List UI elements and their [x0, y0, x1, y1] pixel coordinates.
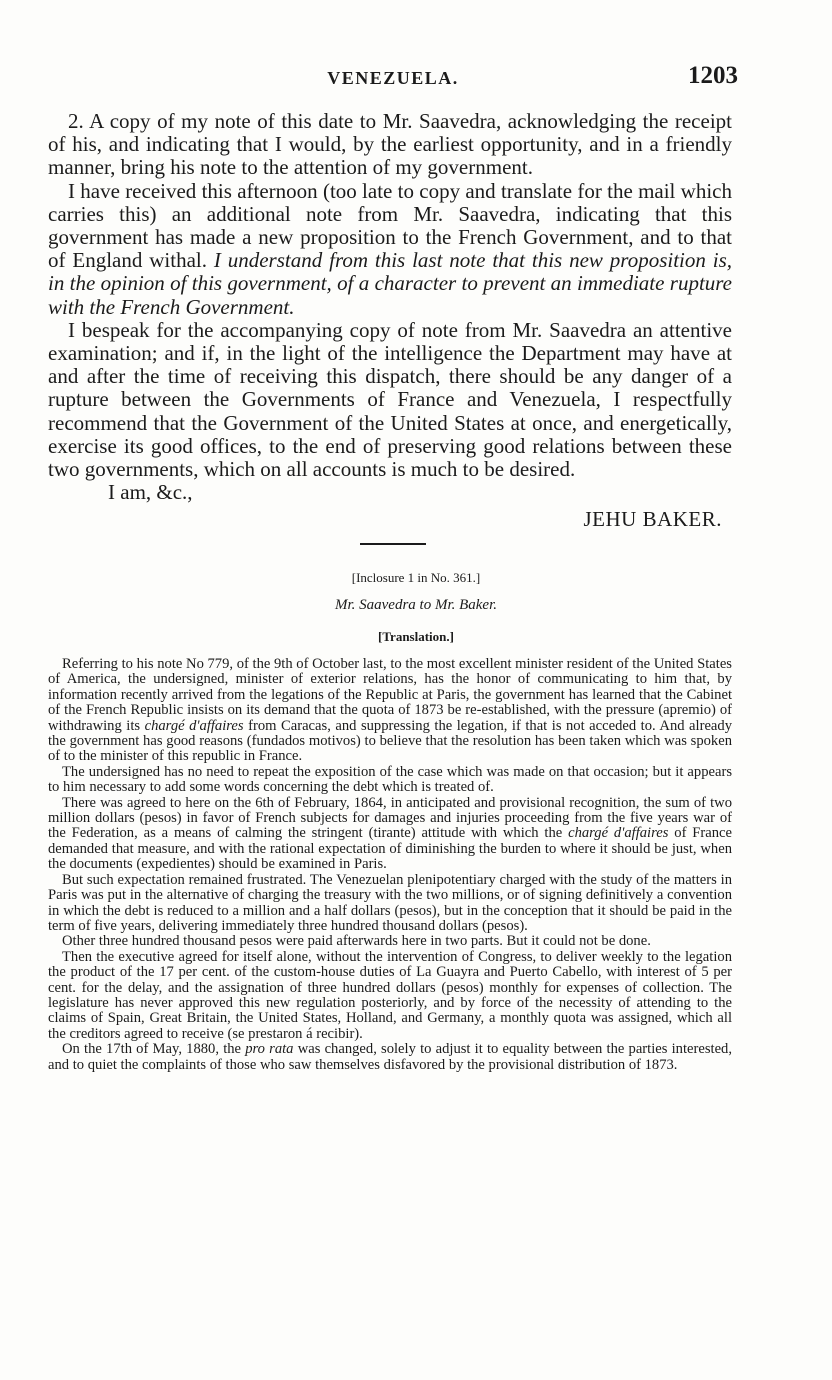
inclosure-label: [Inclosure 1 in No. 361.]: [351, 570, 481, 585]
page-number: 1203: [688, 62, 738, 89]
enclosure-text: There was agreed to here on the 6th of February, 1864, in anticipated and provisional recognition, the sum of two million dollars (pesos) in favor of French subjects for damages and injuries proceeding from the five years war of the Federation, as a means of calming the stringent (tirante) attitude with which the: [48, 794, 732, 842]
italic-term: pro rata: [245, 1041, 294, 1058]
letter-closing: I am, &c.,: [108, 480, 193, 505]
signature: JEHU BAKER.: [583, 507, 722, 532]
running-head: VENEZUELA.: [327, 68, 459, 88]
italic-term: chargé d'affaires: [144, 717, 244, 734]
letter-body: [48, 110, 732, 532]
enclosure-body: [48, 657, 732, 1073]
enclosure-paragraph: But such expectation remained frustrated. The Venezuelan plenipotentiary charged with the study of the matters in Paris was put in the alternative of charging the treasury with the two millions, or of signing definitively a convention in which the debt is reduced to a million and a half dollars (pesos), but in the conception that it should be paid in the term of five years, delivering immediately three hundred thousand dollars (pesos).: [48, 871, 732, 934]
enclosure-paragraph: The undersigned has no need to repeat the exposition of the case which was made on that occasion; but it appears to him necessary to add some words concerning the debt which is treated of.: [48, 763, 732, 796]
letter-paragraph: 2. A copy of my note of this date to Mr. Saavedra, acknowledging the receipt of his, and indicating that I would, by the earliest opportunity, and in a friendly manner, bring his note to the attention of my government.: [48, 109, 732, 180]
section-divider: [360, 543, 426, 545]
enclosure-paragraph: [48, 1042, 732, 1073]
letter-paragraph-text: I have received this afternoon (too late to copy and translate for the mail which carries this) an additional note from Mr. Saavedra, indicating that this government has made a new proposition to the French Government, and to that of England withal.: [48, 178, 732, 273]
page-header: [48, 62, 738, 96]
enclosure-text: of France demanded that measure, and with the rational expectation of diminishing the burden to where it should be just, when the documents (expedientes) should be examined in Paris.: [48, 825, 732, 873]
enclosure-text: Referring to his note No 779, of the 9th of October last, to the most excellent minister resident of the United States of America, the undersigned, minister of exterior relations, has the honor of communicating to him that, by information recently arrived from the legations of the Republic at Paris, the government has learned that the Cabinet of the French Republic insists on its demand that the quota of 1873 be re-established, with the pressure (apremio) of withdrawing its: [48, 656, 732, 734]
letter-paragraph: [48, 180, 732, 319]
enclosure-paragraph: [48, 657, 732, 765]
enclosure-text: was changed, solely to adjust it to equality between the parties interested, and to quiet the complaints of those who saw themselves disfavored by the provisional distribution of 1873.: [48, 1041, 732, 1073]
enclosure-text: On the 17th of May, 1880, the: [62, 1041, 242, 1058]
italic-term: chargé d'affaires: [568, 825, 669, 842]
enclosure-paragraph: Then the executive agreed for itself alone, without the intervention of Congress, to deliver weekly to the legation the product of the 17 per cent. of the custom-house duties of La Guayra and Puerto Cabello, with interest of 5 per cent. for the delay, and the assignation of three hundred dollars (pesos) monthly for expenses of collection. The legislature has never approved this new regulation posteriorly, and by force of the necessity of attending to the claims of Spain, Great Britain, the United States, Holland, and Germany, a monthly quota was assigned, which all the creditors agreed to receive (se prestaron á recibir).: [48, 948, 732, 1042]
enclosure-title: Mr. Saavedra to Mr. Baker.: [334, 597, 498, 613]
italic-passage: I understand from this last note that this new proposition is, in the opinion of this government, of a character to prevent an immediate rupture with the French Government.: [48, 248, 733, 319]
enclosure-text: from Caracas, and suppressing the legation, if that is not acceded to. And already the government has good reasons (fundados motivos) to believe that the resolution has been taken which was spoken of to the minister of this republic in France.: [48, 717, 732, 765]
translation-note: [Translation.]: [378, 629, 454, 644]
enclosure-paragraph: [48, 796, 732, 873]
letter-paragraph: I bespeak for the accompanying copy of note from Mr. Saavedra an attentive examination; and if, in the light of the intelligence the Department may have at and after the time of receiving this dispatch, there should be any danger of a rupture between the Governments of France and Venezuela, I respectfully recommend that the Government of the United States at once, and energetically, exercise its good offices, to the end of preserving good relations between these two governments, which on all accounts is much to be desired.: [48, 317, 732, 482]
enclosure-paragraph: Other three hundred thousand pesos were paid afterwards here in two parts. But it could not be done.: [62, 933, 651, 950]
